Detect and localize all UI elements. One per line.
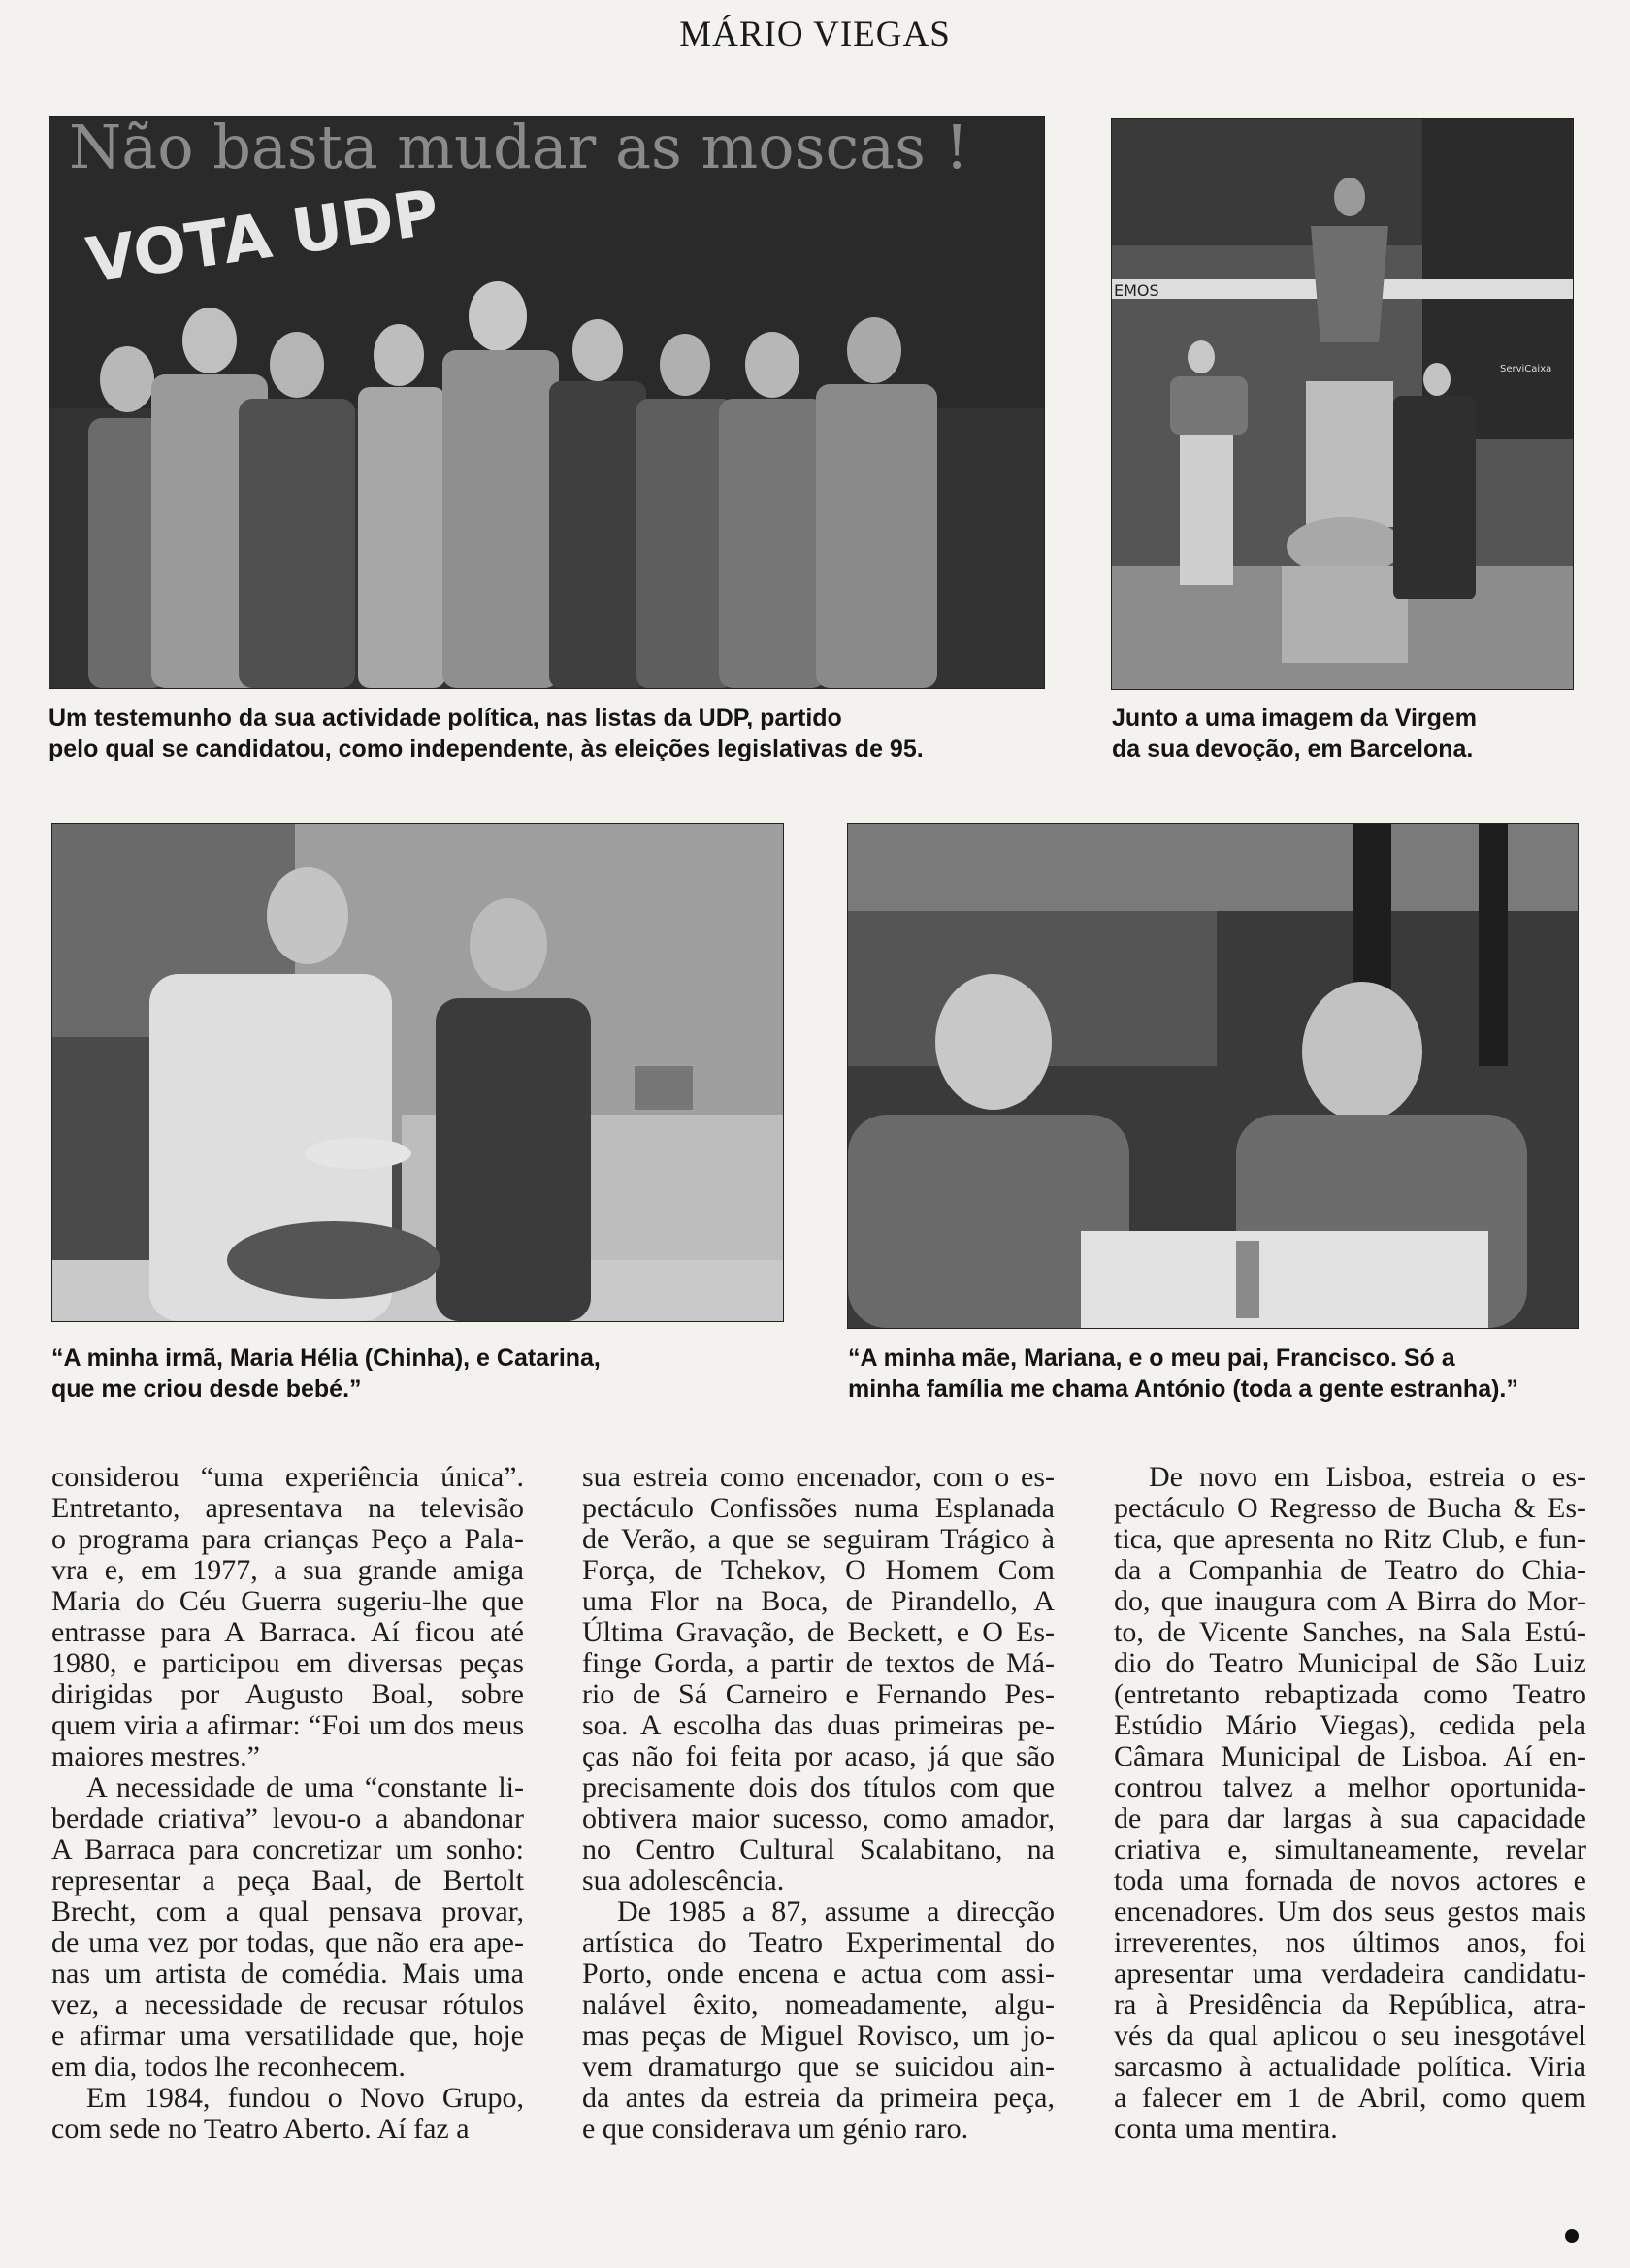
- article-line: encenadores. Um dos seus gestos mais: [1114, 1895, 1586, 1928]
- article-line: Porto, onde encena e actua com assi-: [582, 1958, 1055, 1990]
- article-line: De novo em Lisboa, estreia o es-: [1149, 1461, 1586, 1493]
- article-line: De 1985 a 87, assume a direcção: [617, 1895, 1055, 1928]
- page-title: MÁRIO VIEGAS: [679, 15, 951, 54]
- article-line: 1980, e participou em diversas peças: [51, 1647, 524, 1679]
- article-line: to, de Vicente Sanches, na Sala Estú-: [1114, 1616, 1586, 1648]
- parents-photo-caption: “A minha mãe, Mariana, e o meu pai, Francisco. Só a minha família me chama António (toda a gente estranha).”: [848, 1345, 1518, 1403]
- article-line: ra à Presidência da República, atra-: [1114, 1989, 1586, 2021]
- article-line: soa. A escolha das duas primeiras pe-: [582, 1709, 1055, 1741]
- shop-sign-2: ServiCaixa: [1500, 364, 1552, 374]
- article-line: conta uma mentira.: [1114, 2113, 1338, 2145]
- article-line: dio do Teatro Municipal de São Luiz: [1114, 1647, 1586, 1679]
- article-column-1: [51, 1462, 524, 2145]
- article-line: artística do Teatro Experimental do: [582, 1927, 1055, 1959]
- article-line: entrasse para A Barraca. Aí ficou até: [51, 1616, 524, 1648]
- article-line: e afirmar uma versatilidade que, hoje: [51, 2020, 524, 2052]
- article-line: vez, a necessidade de recusar rótulos: [51, 1989, 524, 2021]
- article-line: considerou “uma experiência única”.: [51, 1461, 524, 1493]
- article-line: Última Gravação, de Beckett, e O Es-: [582, 1616, 1055, 1648]
- parents-photo: [847, 823, 1579, 1329]
- article-line: Maria do Céu Guerra sugeriu-lhe que: [51, 1585, 524, 1617]
- article-line: obtivera maior sucesso, como amador,: [582, 1802, 1055, 1834]
- article-line: sua estreia como encenador, com o es-: [582, 1461, 1055, 1493]
- article-line: da a Companhia de Teatro do Chia-: [1114, 1554, 1586, 1586]
- article-line: o programa para crianças Peço a Pala-: [51, 1523, 524, 1555]
- article-line: A Barraca para concretizar um sonho:: [51, 1833, 524, 1865]
- article-line: berdade criativa” levou-o a abandonar: [51, 1802, 524, 1834]
- shop-sign: EMOS: [1114, 281, 1159, 300]
- article-line: rio de Sá Carneiro e Fernando Pes-: [582, 1678, 1055, 1710]
- article-column-3: [1114, 1462, 1586, 2145]
- article-line: Câmara Municipal de Lisboa. Aí en-: [1114, 1740, 1586, 1772]
- article-line: Em 1984, fundou o Novo Grupo,: [86, 2082, 524, 2114]
- article-line: vra e, em 1977, a sua grande amiga: [51, 1554, 524, 1586]
- article-line: vem dramaturgo que se suicidou ain-: [582, 2051, 1055, 2083]
- article-line: mas peças de Miguel Rovisco, um jo-: [582, 2020, 1055, 2052]
- udp-group-photo: [49, 116, 1045, 689]
- article-line: quem viria a afirmar: “Foi um dos meus: [51, 1709, 524, 1741]
- end-of-article-bullet: [1565, 2229, 1579, 2243]
- article-line: tica, que apresenta no Ritz Club, e fun-: [1114, 1523, 1586, 1555]
- article-line: uma Flor na Boca, de Pirandello, A: [582, 1585, 1055, 1617]
- article-line: precisamente dois dos títulos com que: [582, 1771, 1055, 1803]
- article-line: finge Gorda, a partir de textos de Má-: [582, 1647, 1055, 1679]
- article-line: criativa e, simultaneamente, revelar: [1114, 1833, 1586, 1865]
- barcelona-photo-caption: Junto a uma imagem da Virgem da sua devoção, em Barcelona.: [1112, 704, 1478, 762]
- article-line: Entretanto, apresentava na televisão: [51, 1492, 524, 1524]
- article-line: dirigidas por Augusto Boal, sobre: [51, 1678, 524, 1710]
- barcelona-photo: [1111, 118, 1574, 690]
- sister-kitchen-photo: [51, 823, 784, 1322]
- article-line: sua adolescência.: [582, 1864, 785, 1896]
- article-line: irreverentes, nos últimos anos, foi: [1114, 1927, 1586, 1959]
- article-column-2: [582, 1462, 1055, 2145]
- article-line: nas um artista de comédia. Mais uma: [51, 1958, 524, 1990]
- article-line: a falecer em 1 de Abril, como quem: [1114, 2082, 1586, 2114]
- article-line: A necessidade de uma “constante li-: [86, 1771, 524, 1803]
- udp-photo-caption: Um testemunho da sua actividade política, nas listas da UDP, partido pelo qual se candidatou, como independente, às eleições legislativas de 95.: [49, 704, 924, 762]
- article-line: e que considerava um génio raro.: [582, 2113, 969, 2145]
- sign-line-1: Não basta mudar as moscas !: [69, 117, 969, 182]
- article-line: (entretanto rebaptizada como Teatro: [1114, 1678, 1586, 1710]
- article-line: de para dar largas à sua capacidade: [1114, 1802, 1586, 1834]
- article-line: nalável êxito, nomeadamente, algu-: [582, 1989, 1055, 2021]
- article-line: controu talvez a melhor oportunida-: [1114, 1771, 1586, 1803]
- article-line: de uma vez por todas, que não era ape-: [51, 1927, 524, 1959]
- sister-photo-caption: “A minha irmã, Maria Hélia (Chinha), e Catarina, que me criou desde bebé.”: [51, 1345, 601, 1403]
- article-line: vés da qual aplicou o seu inesgotável: [1114, 2020, 1586, 2052]
- article-line: representar a peça Baal, de Bertolt: [51, 1864, 524, 1896]
- sign-line-2: VOTA UDP: [82, 177, 443, 298]
- article-line: maiores mestres.”: [51, 1740, 260, 1772]
- article-line: ças não foi feita por acaso, já que são: [582, 1740, 1055, 1772]
- article-line: Estúdio Mário Viegas), cedida pela: [1114, 1709, 1586, 1741]
- article-line: Brecht, com a qual pensava provar,: [51, 1895, 524, 1928]
- article-line: apresentar uma verdadeira candidatu-: [1114, 1958, 1586, 1990]
- article-line: pectáculo Confissões numa Esplanada: [582, 1492, 1055, 1524]
- article-line: com sede no Teatro Aberto. Aí faz a: [51, 2113, 470, 2145]
- article-line: da antes da estreia da primeira peça,: [582, 2082, 1055, 2114]
- article-line: toda uma fornada de novos actores e: [1114, 1864, 1586, 1896]
- article-line: Força, de Tchekov, O Homem Com: [582, 1554, 1055, 1586]
- article-line: pectáculo O Regresso de Bucha & Es-: [1114, 1492, 1586, 1524]
- article-line: de Verão, a que se seguiram Trágico à: [582, 1523, 1055, 1555]
- article-line: do, que inaugura com A Birra do Mor-: [1114, 1585, 1586, 1617]
- article-line: sarcasmo à actualidade política. Viria: [1114, 2051, 1586, 2083]
- article-line: no Centro Cultural Scalabitano, na: [582, 1833, 1055, 1865]
- article-line: em dia, todos lhe reconhecem.: [51, 2051, 406, 2083]
